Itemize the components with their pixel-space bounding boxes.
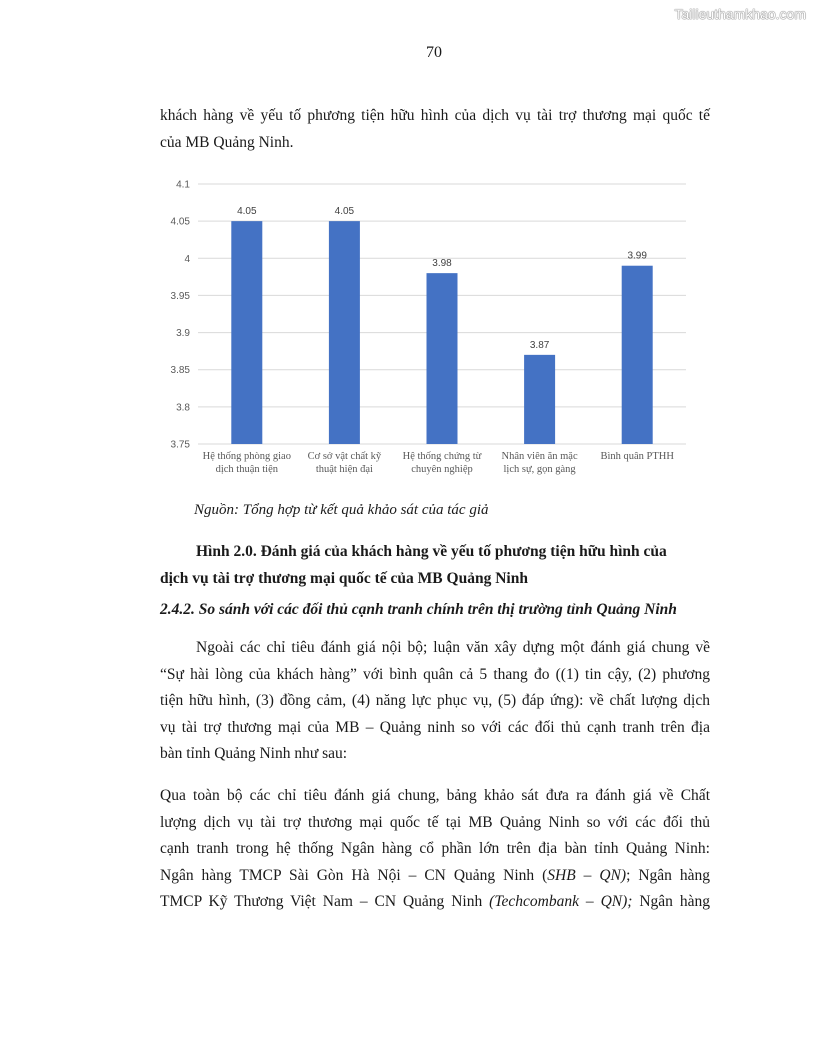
- paragraph-line: [160, 863, 710, 890]
- paragraph-line: cạnh tranh trong hệ thống Ngân hàng cổ phần lớn trên địa bàn tỉnh Quảng Ninh:: [160, 840, 710, 857]
- data-label: 3.87: [529, 339, 550, 351]
- bar: [329, 221, 360, 444]
- figure-caption: [160, 538, 710, 592]
- x-category-label: chuyên nghiệp: [411, 464, 473, 475]
- paragraph-line: tiện hữu hình, (3) đồng cảm, (4) năng lực phục vụ, (5) đáp ứng): về chất lượng dịch: [160, 692, 710, 709]
- y-tick-label: 3.9: [176, 328, 190, 340]
- bar-chart-svg: [160, 172, 710, 492]
- bank-abbreviation: SHB – QN): [547, 866, 627, 884]
- y-tick-label: 3.95: [170, 290, 190, 302]
- bank-abbreviation: (Techcombank – QN);: [489, 893, 633, 910]
- x-category-label: dịch thuận tiện: [215, 464, 279, 475]
- watermark: Tailieuthamkhao.com: [674, 6, 806, 22]
- y-tick-label: 4: [184, 253, 190, 265]
- paragraph-line: vụ tài trợ thương mại của MB – Quảng ninh so với các đối thủ cạnh tranh trên địa: [160, 718, 710, 736]
- source-note: Nguồn: Tổng hợp từ kết quả khảo sát của tác giả: [194, 502, 489, 518]
- data-label: 4.05: [237, 206, 257, 218]
- data-label: 3.98: [432, 258, 452, 270]
- bar: [622, 266, 653, 444]
- paragraph-line: [160, 889, 710, 916]
- page-number: 70: [426, 44, 442, 61]
- y-tick-label: 3.8: [176, 402, 190, 414]
- figure-caption-line: Hình 2.0. Đánh giá của khách hàng về yếu tố phương tiện hữu hình của: [196, 543, 667, 560]
- bar: [427, 273, 458, 444]
- paragraph-line: lượng dịch vụ tài trợ thương mại quốc tế tại MB Quảng Ninh so với các đối thủ: [160, 813, 710, 831]
- text-run: TMCP Kỹ Thương Việt Nam – CN Quảng Ninh: [160, 893, 490, 910]
- x-category-label: lịch sự, gọn gàng: [503, 464, 576, 475]
- bar: [524, 355, 555, 444]
- x-category-label: Cơ sở vật chất kỹ: [307, 451, 382, 462]
- y-tick-label: 4.05: [170, 216, 190, 228]
- figure-caption-line: dịch vụ tài trợ thương mại quốc tế của MB Quảng Ninh: [160, 570, 528, 587]
- section-heading: 2.4.2. So sánh với các đối thủ cạnh tranh chính trên thị trường tỉnh Quảng Ninh: [160, 601, 677, 618]
- paragraph-line: Qua toàn bộ các chỉ tiêu đánh giá chung, bảng khảo sát đưa ra đánh giá về Chất: [160, 787, 710, 804]
- paragraph-line: Ngoài các chỉ tiêu đánh giá nội bộ; luận văn xây dựng một đánh giá chung về: [196, 639, 710, 656]
- data-label: 4.05: [334, 206, 355, 218]
- x-category-label: Hệ thống phòng giao: [202, 451, 291, 462]
- x-category-label: Nhân viên ăn mặc: [501, 451, 578, 462]
- bar-chart: [160, 172, 710, 492]
- text-run: ; Ngân hàng: [626, 866, 711, 884]
- paragraph-line: bàn tỉnh Quảng Ninh như sau:: [160, 745, 348, 762]
- paragraph-line: “Sự hài lòng của khách hàng” với bình quân cả 5 thang đo ((1) tin cậy, (2) phương: [160, 665, 710, 683]
- intro-line: khách hàng về yếu tố phương tiện hữu hình của dịch vụ tài trợ thương mại quốc tế: [160, 107, 710, 124]
- text-run: Ngân hàng: [632, 893, 710, 910]
- bar: [231, 221, 262, 444]
- y-tick-label: 4.1: [176, 179, 190, 191]
- y-tick-label: 3.75: [170, 439, 190, 451]
- y-tick-label: 3.85: [170, 365, 190, 377]
- text-run: Ngân hàng TMCP Sài Gòn Hà Nội – CN Quảng Ninh (: [160, 866, 548, 884]
- x-category-label: Bình quân PTHH: [600, 451, 674, 462]
- x-category-label: thuật hiện đại: [315, 464, 373, 475]
- data-label: 3.99: [627, 250, 647, 262]
- intro-paragraph: [160, 103, 710, 156]
- intro-line: của MB Quảng Ninh.: [160, 133, 294, 151]
- paragraph-2: [160, 783, 710, 916]
- paragraph-1: [160, 635, 710, 768]
- x-category-label: Hệ thống chứng từ: [402, 451, 482, 462]
